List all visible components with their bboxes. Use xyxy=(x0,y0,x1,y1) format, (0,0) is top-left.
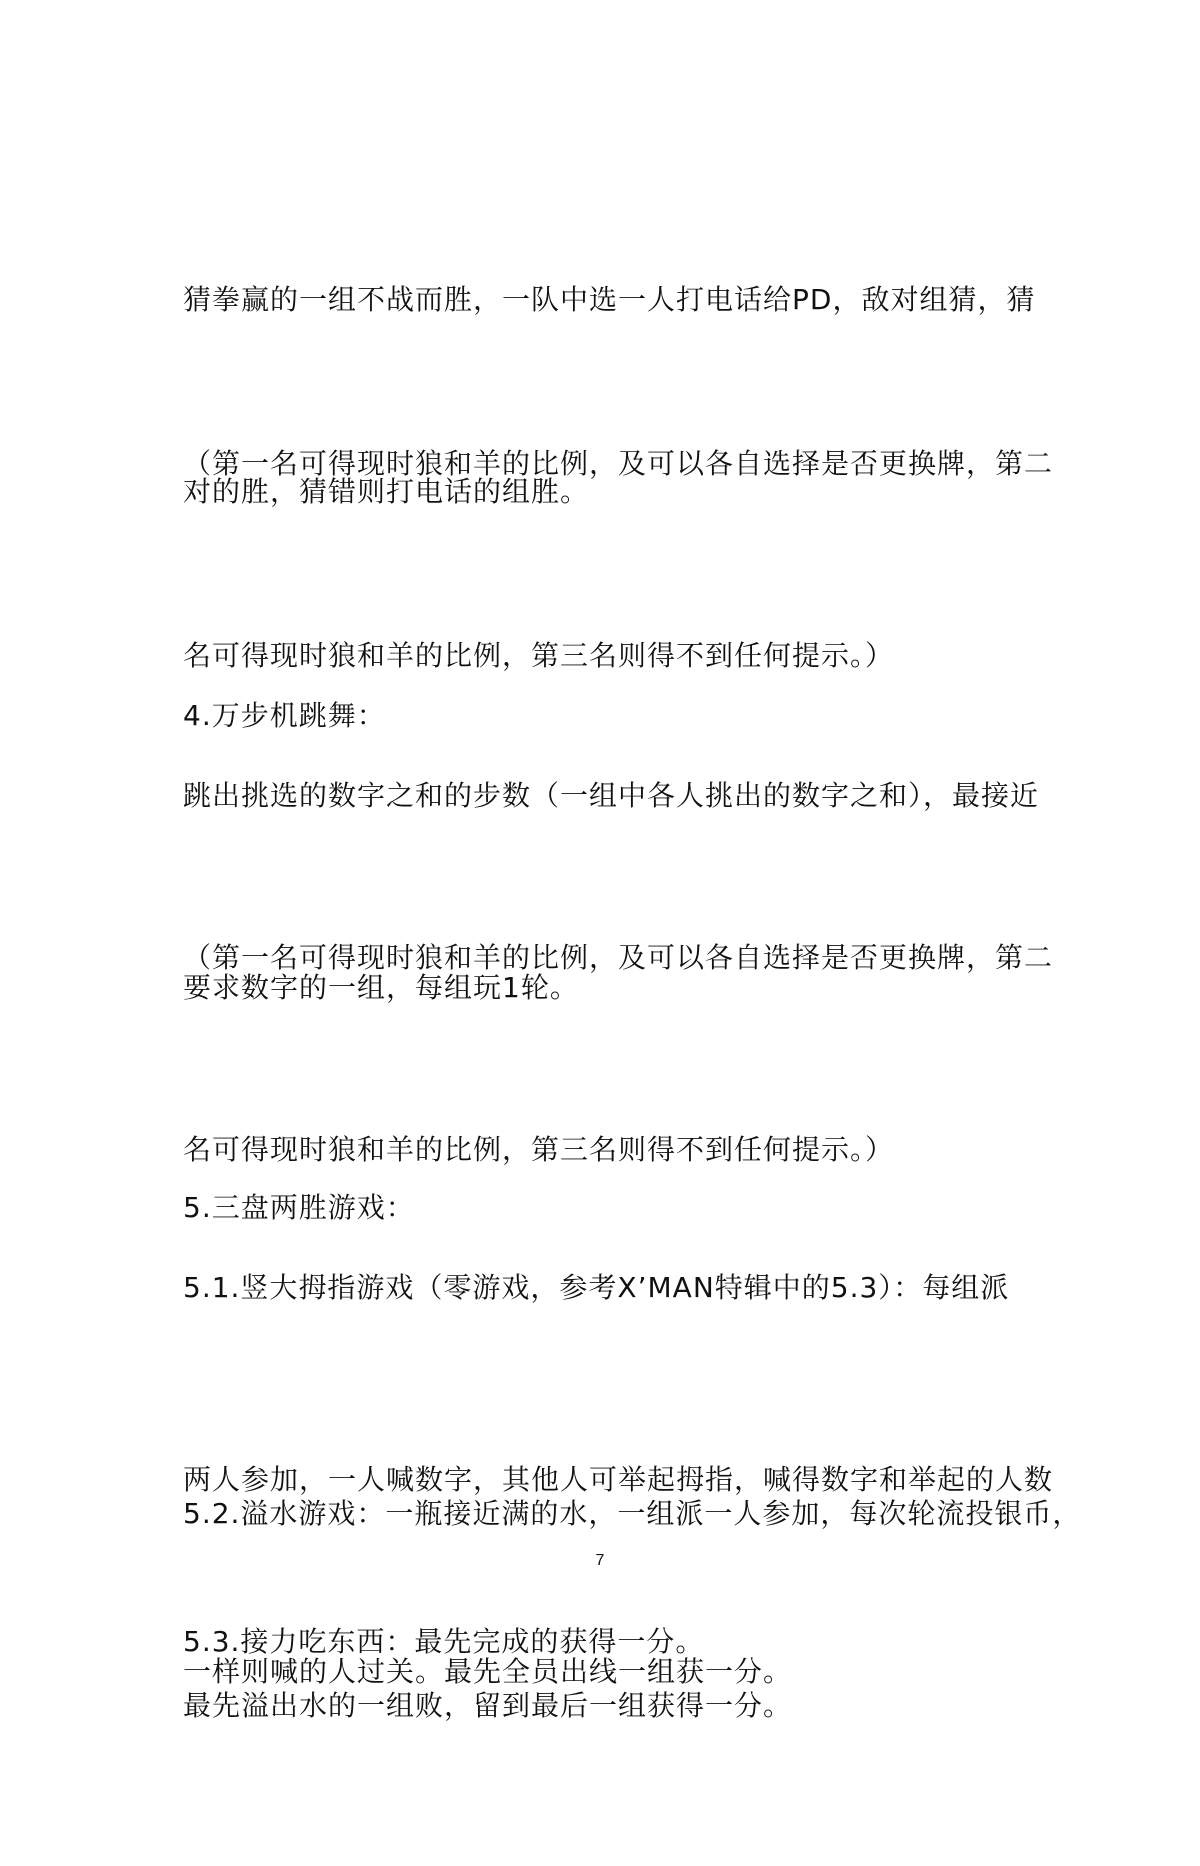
text-line: 名可得现时狼和羊的比例，第三名则得不到任何提示。） xyxy=(183,1133,895,1166)
text-line: （第一名可得现时狼和羊的比例，及可以各自选择是否更换牌，第二 xyxy=(183,447,1054,480)
text-line: 最先溢出水的一组败，留到最后一组获得一分。 xyxy=(183,1689,793,1722)
heading-text: 5.三盘两胜游戏： xyxy=(183,1191,415,1224)
text-line: 跳出挑选的数字之和的步数（一组中各人挑出的数字之和），最接近 xyxy=(183,779,1040,812)
text-line: 5.3.接力吃东西：最先完成的获得一分。 xyxy=(183,1625,705,1658)
text-line: 一样则喊的人过关。最先全员出线一组获一分。 xyxy=(183,1655,793,1688)
text-line: 5.2.溢水游戏：一瓶接近满的水，一组派一人参加，每次轮流投银币， xyxy=(183,1497,1082,1530)
text-line: 两人参加，一人喊数字，其他人可举起拇指，喊得数字和举起的人数 xyxy=(183,1463,1054,1496)
paragraph-eating-relay xyxy=(183,1482,1082,1802)
page-number: 7 xyxy=(595,1552,605,1569)
text-line: 名可得现时狼和羊的比例，第三名则得不到任何提示。） xyxy=(183,639,895,672)
heading-text: 4.万步机跳舞： xyxy=(183,699,386,732)
text-line: 猜拳赢的一组不战而胜，一队中选一人打电话给PD，敌对组猜，猜 xyxy=(183,283,1036,316)
text-line: 要求数字的一组，每组玩1轮。 xyxy=(183,971,579,1004)
text-line: 5.1.竖大拇指游戏（零游戏，参考X’MAN特辑中的5.3）：每组派 xyxy=(183,1271,1010,1304)
text-line: 对的胜，猜错则打电话的组胜。 xyxy=(183,475,590,508)
text-line: （第一名可得现时狼和羊的比例，及可以各自选择是否更换牌，第二 xyxy=(183,941,1054,974)
